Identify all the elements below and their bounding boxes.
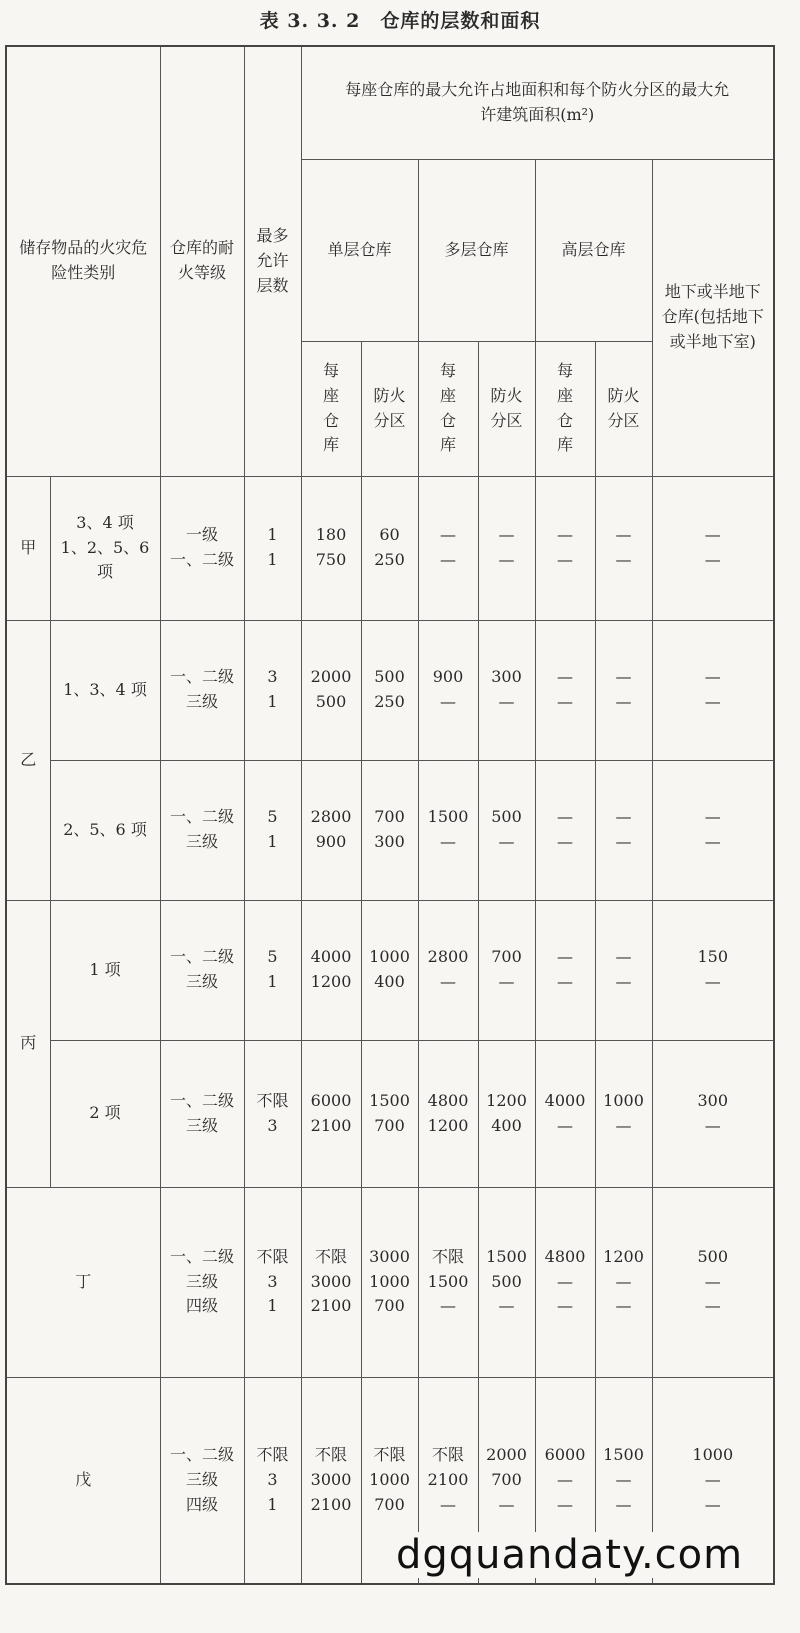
header-fire-rating [160,46,244,476]
cell-grade: 一、二级 三级 [160,620,244,760]
header-max-floors [244,46,301,476]
header-max-floors-text: 最多允许层数 [256,226,289,295]
cell-high-zone: — — [595,620,652,760]
cell-underground-zone: — — [652,760,774,900]
group-yi: 乙 [6,620,50,900]
cell-grade: 一、二级 三级 四级 [160,1187,244,1377]
cell-floors: 不限 3 1 [244,1187,301,1377]
cell-underground-zone: 300 — [652,1040,774,1187]
table-title: 表 3. 3. 2 仓库的层数和面积 [259,10,541,32]
cell-single-building: 不限 3000 2100 [301,1377,361,1584]
cell-underground-zone: — — [652,620,774,760]
cell-high-zone: 1000 — [595,1040,652,1187]
cell-high-building: — — [535,476,595,620]
header-area-group-text: 每座仓库的最大允许占地面积和每个防火分区的最大允许建筑面积(m²) [345,79,730,124]
header-multi-building-text: 每座仓库 [440,360,457,455]
header-high-building-text: 每座仓库 [557,360,574,455]
header-category [6,46,160,476]
table-row [6,620,774,760]
cell-multi-zone: 1500 500 — [478,1187,535,1377]
cell-high-building: 6000 — — [535,1377,595,1584]
table-row [6,1040,774,1187]
header-fire-rating-text: 仓库的耐火等级 [170,238,235,283]
cell-single-zone: 1000 400 [361,900,418,1040]
table-row [6,1187,774,1377]
cell-grade: 一、二级 三级 [160,760,244,900]
cell-grade: 一、二级 三级 [160,1040,244,1187]
cell-sub: 2、5、6 项 [50,760,160,900]
cell-single-zone: 700 300 [361,760,418,900]
cell-underground-zone: — — [652,476,774,620]
cell-high-zone: 1200 — — [595,1187,652,1377]
cell-floors: 不限 3 1 [244,1377,301,1584]
header-multi-zone [478,341,535,476]
cell-sub: 2 项 [50,1040,160,1187]
cell-underground-zone: 500 — — [652,1187,774,1377]
group-bing: 丙 [6,900,50,1187]
cell-multi-building: 4800 1200 [418,1040,478,1187]
group-ding: 丁 [6,1187,160,1377]
header-multi: 多层仓库 [418,159,535,341]
cell-grade: 一、二级 三级 [160,900,244,1040]
cell-high-zone: — — [595,760,652,900]
cell-high-zone: — — [595,900,652,1040]
header-area-group [301,46,774,159]
cell-multi-building: 不限 1500 — [418,1187,478,1377]
header-high: 高层仓库 [535,159,652,341]
cell-multi-zone: 300 — [478,620,535,760]
cell-multi-zone: 700 — [478,900,535,1040]
header-single-building-text: 每座仓库 [323,360,340,455]
cell-sub: 1、3、4 项 [50,620,160,760]
group-jia: 甲 [6,476,50,620]
cell-multi-building: 不限 2100 — [418,1377,478,1584]
cell-high-building: — — [535,900,595,1040]
table-row [6,900,774,1040]
cell-floors: 1 1 [244,476,301,620]
header-single: 单层仓库 [301,159,418,341]
header-multi-zone-text: 防火分区 [490,385,523,430]
header-underground-text: 地下或半地下仓库(包括地下或半地下室) [661,282,764,351]
cell-multi-zone: 1200 400 [478,1040,535,1187]
header-high-zone [595,341,652,476]
cell-floors: 5 1 [244,900,301,1040]
cell-high-building: — — [535,760,595,900]
cell-single-building: 4000 1200 [301,900,361,1040]
cell-single-building: 180 750 [301,476,361,620]
cell-multi-zone: 500 — [478,760,535,900]
cell-grade: 一、二级 三级 四级 [160,1377,244,1584]
cell-high-building: 4800 — — [535,1187,595,1377]
header-single-building [301,341,361,476]
cell-single-building: 2800 900 [301,760,361,900]
cell-multi-zone: 2000 700 — [478,1377,535,1584]
header-category-text: 储存物品的火灾危险性类别 [19,238,148,283]
cell-high-building: 4000 — [535,1040,595,1187]
header-underground [652,159,774,476]
cell-high-building: — — [535,620,595,760]
cell-multi-building: 2800 — [418,900,478,1040]
group-wu: 戊 [6,1377,160,1584]
watermark-text: dgquandaty.com [390,1532,749,1578]
cell-sub: 3、4 项 1、2、5、6 项 [50,476,160,620]
header-high-zone-text: 防火分区 [607,385,640,430]
header-single-zone [361,341,418,476]
cell-single-zone: 60 250 [361,476,418,620]
warehouse-area-table [5,45,775,1585]
cell-multi-building: 900 — [418,620,478,760]
cell-multi-zone: — — [478,476,535,620]
cell-single-building: 2000 500 [301,620,361,760]
cell-single-zone: 不限 1000 700 [361,1377,418,1584]
cell-single-building: 6000 2100 [301,1040,361,1187]
cell-single-building: 不限 3000 2100 [301,1187,361,1377]
cell-multi-building: 1500 — [418,760,478,900]
cell-high-zone: — — [595,476,652,620]
cell-underground-zone: 150 — [652,900,774,1040]
cell-sub: 1 项 [50,900,160,1040]
table-row [6,760,774,900]
cell-floors: 3 1 [244,620,301,760]
cell-floors: 不限 3 [244,1040,301,1187]
header-multi-building [418,341,478,476]
header-high-building [535,341,595,476]
cell-multi-building: — — [418,476,478,620]
cell-grade: 一级 一、二级 [160,476,244,620]
table-row [6,476,774,620]
cell-single-zone: 500 250 [361,620,418,760]
cell-floors: 5 1 [244,760,301,900]
cell-high-zone: 1500 — — [595,1377,652,1584]
cell-single-zone: 3000 1000 700 [361,1187,418,1377]
cell-single-zone: 1500 700 [361,1040,418,1187]
header-single-zone-text: 防火分区 [373,385,406,430]
cell-underground-zone: 1000 — — [652,1377,774,1584]
